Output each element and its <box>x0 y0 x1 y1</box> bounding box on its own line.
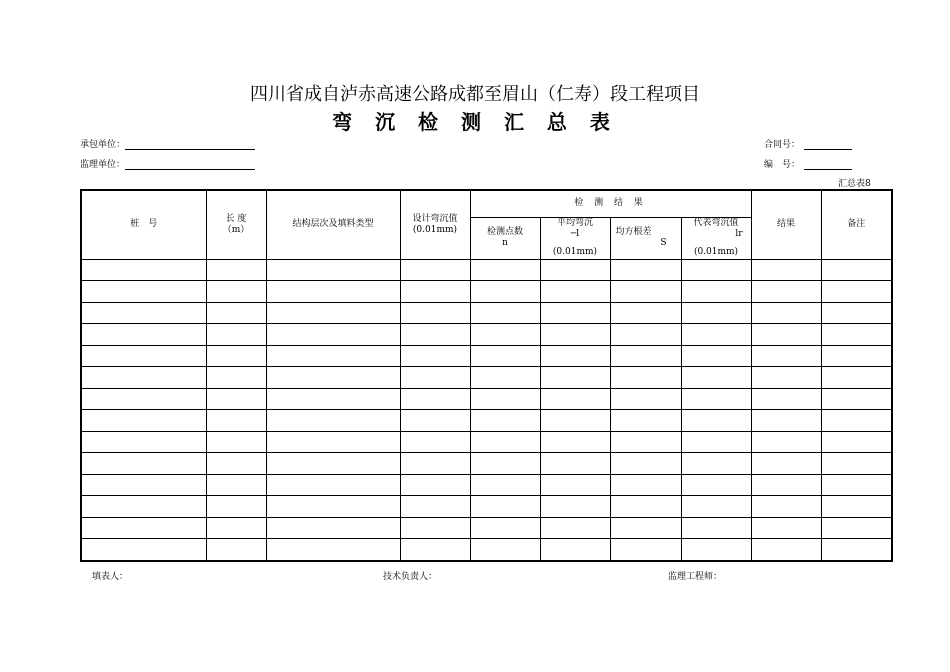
table-cell[interactable] <box>81 302 206 324</box>
table-cell[interactable] <box>400 453 470 475</box>
table-cell[interactable] <box>266 388 400 410</box>
table-row <box>81 345 892 367</box>
table-cell[interactable] <box>266 431 400 453</box>
table-cell[interactable] <box>540 431 610 453</box>
table-cell[interactable] <box>540 410 610 432</box>
table-cell[interactable] <box>821 474 892 496</box>
table-cell[interactable] <box>610 259 681 281</box>
header-remark-label: 备注 <box>847 219 866 230</box>
table-cell[interactable] <box>81 410 206 432</box>
table-cell[interactable] <box>610 474 681 496</box>
table-cell[interactable] <box>470 367 540 389</box>
table-cell[interactable] <box>266 302 400 324</box>
table-cell[interactable] <box>470 453 540 475</box>
table-cell[interactable] <box>81 388 206 410</box>
table-cell[interactable] <box>470 474 540 496</box>
table-cell[interactable] <box>400 367 470 389</box>
header-pile <box>81 190 206 259</box>
table-cell[interactable] <box>206 496 266 518</box>
header-design-unit: (0.01mm) <box>412 224 458 235</box>
table-cell[interactable] <box>610 345 681 367</box>
table-row <box>81 367 892 389</box>
table-cell[interactable] <box>681 517 751 539</box>
table-cell[interactable] <box>266 517 400 539</box>
table-cell[interactable] <box>751 259 821 281</box>
table-cell[interactable] <box>206 324 266 346</box>
table-cell[interactable] <box>751 367 821 389</box>
table-row <box>81 539 892 561</box>
table-row <box>81 281 892 303</box>
table-cell[interactable] <box>821 302 892 324</box>
table-cell[interactable] <box>266 453 400 475</box>
table-cell[interactable] <box>400 474 470 496</box>
table-cell[interactable] <box>266 410 400 432</box>
table-cell[interactable] <box>681 431 751 453</box>
table-cell[interactable] <box>206 474 266 496</box>
table-cell[interactable] <box>400 324 470 346</box>
table-cell[interactable] <box>540 324 610 346</box>
table-cell[interactable] <box>400 281 470 303</box>
header-length <box>206 190 266 259</box>
contractor-line[interactable] <box>125 139 255 150</box>
table-cell[interactable] <box>470 496 540 518</box>
header-std <box>610 217 681 259</box>
table-row <box>81 302 892 324</box>
supervisor-unit-line[interactable] <box>125 159 255 170</box>
header-remark <box>821 190 892 259</box>
table-cell[interactable] <box>266 496 400 518</box>
table-cell[interactable] <box>400 517 470 539</box>
table-cell[interactable] <box>470 410 540 432</box>
header-avg-label: 平均弯沉 <box>556 217 593 228</box>
table-cell[interactable] <box>681 388 751 410</box>
supervisor-unit-label: 监理单位： <box>80 160 126 170</box>
header-design-label: 设计弯沉值 <box>412 213 458 224</box>
header-structure <box>266 190 400 259</box>
table-cell[interactable] <box>540 367 610 389</box>
table-cell[interactable] <box>610 281 681 303</box>
table-cell[interactable] <box>681 453 751 475</box>
table-cell[interactable] <box>610 324 681 346</box>
table-row <box>81 517 892 539</box>
header-rep-label: 代表弯沉值 <box>693 217 739 228</box>
table-row <box>81 431 892 453</box>
table-cell[interactable] <box>470 539 540 561</box>
header-points <box>470 217 540 259</box>
table-cell[interactable] <box>540 259 610 281</box>
table-cell[interactable] <box>610 496 681 518</box>
table-cell[interactable] <box>751 496 821 518</box>
table-cell[interactable] <box>206 302 266 324</box>
header-length-unit: （m） <box>222 224 250 235</box>
table-cell[interactable] <box>470 259 540 281</box>
table-cell[interactable] <box>470 345 540 367</box>
footer-filler: 填表人： <box>92 572 129 582</box>
table-cell[interactable] <box>751 517 821 539</box>
table-cell[interactable] <box>751 410 821 432</box>
table-cell[interactable] <box>206 410 266 432</box>
table-cell[interactable] <box>470 324 540 346</box>
contractor-label: 承包单位： <box>80 140 126 150</box>
table-cell[interactable] <box>540 474 610 496</box>
table-cell[interactable] <box>81 281 206 303</box>
header-design <box>400 190 470 259</box>
header-length-label: 长 度 <box>225 213 247 224</box>
table-cell[interactable] <box>751 388 821 410</box>
table-cell[interactable] <box>266 324 400 346</box>
table-cell[interactable] <box>610 517 681 539</box>
table-row <box>81 324 892 346</box>
table-row <box>81 496 892 518</box>
table-cell[interactable] <box>540 281 610 303</box>
header-std-symbol: S <box>660 238 667 248</box>
table-cell[interactable] <box>400 345 470 367</box>
table-cell[interactable] <box>266 367 400 389</box>
table-cell[interactable] <box>400 431 470 453</box>
table-row <box>81 388 892 410</box>
table-cell[interactable] <box>540 496 610 518</box>
contract-no-field <box>764 137 852 150</box>
table-cell[interactable] <box>266 474 400 496</box>
table-row <box>81 259 892 281</box>
header-row-1 <box>81 190 892 217</box>
table-cell[interactable] <box>751 474 821 496</box>
table-cell[interactable] <box>751 539 821 561</box>
table-cell[interactable] <box>540 345 610 367</box>
table-cell[interactable] <box>266 345 400 367</box>
table-cell[interactable] <box>681 367 751 389</box>
header-points-symbol: n <box>502 238 508 248</box>
supervisor-unit-field <box>80 157 255 170</box>
header-avg-unit: (0.01mm) <box>552 246 598 257</box>
table-cell[interactable] <box>81 324 206 346</box>
table-cell[interactable] <box>681 324 751 346</box>
table-cell[interactable] <box>821 324 892 346</box>
table-cell[interactable] <box>206 517 266 539</box>
table-cell[interactable] <box>400 496 470 518</box>
table-cell[interactable] <box>821 388 892 410</box>
table-cell[interactable] <box>470 281 540 303</box>
table-cell[interactable] <box>540 388 610 410</box>
header-result-label: 结果 <box>777 219 796 230</box>
contract-no-label: 合同号： <box>764 140 801 150</box>
table-cell[interactable] <box>821 431 892 453</box>
table-cell[interactable] <box>610 410 681 432</box>
table-cell[interactable] <box>400 259 470 281</box>
table-cell[interactable] <box>681 474 751 496</box>
table-cell[interactable] <box>821 345 892 367</box>
table-cell[interactable] <box>81 367 206 389</box>
table-cell[interactable] <box>610 431 681 453</box>
table-cell[interactable] <box>266 281 400 303</box>
table-cell[interactable] <box>206 431 266 453</box>
table-cell[interactable] <box>81 431 206 453</box>
table-cell[interactable] <box>821 539 892 561</box>
table-cell[interactable] <box>206 388 266 410</box>
table-cell[interactable] <box>821 496 892 518</box>
table-cell[interactable] <box>206 281 266 303</box>
table-cell[interactable] <box>470 517 540 539</box>
header-rep-symbol: lr <box>735 228 743 239</box>
table-cell[interactable] <box>400 539 470 561</box>
serial-no-field <box>764 157 852 170</box>
table-cell[interactable] <box>81 345 206 367</box>
table-cell[interactable] <box>821 517 892 539</box>
table-cell[interactable] <box>266 539 400 561</box>
table-cell[interactable] <box>610 367 681 389</box>
header-std-label: 均方根差 <box>615 227 652 237</box>
deflection-summary-table <box>80 189 893 562</box>
table-cell[interactable] <box>400 302 470 324</box>
footer-supervisor: 监理工程师： <box>668 572 723 582</box>
table-cell[interactable] <box>681 302 751 324</box>
table-cell[interactable] <box>821 259 892 281</box>
table-cell[interactable] <box>751 345 821 367</box>
table-cell[interactable] <box>610 453 681 475</box>
table-cell[interactable] <box>470 431 540 453</box>
header-avg-symbol: ─l <box>570 228 580 239</box>
header-pile-label: 桩 号 <box>130 219 158 230</box>
table-cell[interactable] <box>681 259 751 281</box>
footer-tech-lead: 技术负责人： <box>383 572 438 582</box>
contract-no-line[interactable] <box>804 139 852 150</box>
table-cell[interactable] <box>751 324 821 346</box>
table-cell[interactable] <box>540 453 610 475</box>
table-cell[interactable] <box>821 453 892 475</box>
table-cell[interactable] <box>206 539 266 561</box>
header-structure-label: 结构层次及填料类型 <box>292 219 374 230</box>
table-cell[interactable] <box>540 517 610 539</box>
table-cell[interactable] <box>681 410 751 432</box>
table-cell[interactable] <box>540 302 610 324</box>
table-cell[interactable] <box>821 367 892 389</box>
header-avg <box>540 217 610 259</box>
form-title: 弯 沉 检 测 汇 总 表 <box>332 110 618 134</box>
table-row <box>81 474 892 496</box>
table-cell[interactable] <box>81 259 206 281</box>
table-cell[interactable] <box>610 388 681 410</box>
table-cell[interactable] <box>751 453 821 475</box>
table-cell[interactable] <box>681 345 751 367</box>
table-cell[interactable] <box>681 496 751 518</box>
table-cell[interactable] <box>610 539 681 561</box>
table-cell[interactable] <box>400 388 470 410</box>
table-cell[interactable] <box>206 259 266 281</box>
table-cell[interactable] <box>206 345 266 367</box>
serial-no-label: 编 号： <box>764 160 801 170</box>
table-row <box>81 410 892 432</box>
form-code: 汇总表8 <box>838 179 871 189</box>
table-cell[interactable] <box>206 367 266 389</box>
header-rep-unit: (0.01mm) <box>693 246 739 257</box>
table-cell[interactable] <box>610 302 681 324</box>
contractor-field <box>80 137 255 150</box>
table-row <box>81 453 892 475</box>
table-cell[interactable] <box>821 410 892 432</box>
table-cell[interactable] <box>751 281 821 303</box>
header-result <box>751 190 821 259</box>
header-points-label: 检测点数 <box>486 227 523 237</box>
table-cell[interactable] <box>400 410 470 432</box>
table-cell[interactable] <box>540 539 610 561</box>
table-cell[interactable] <box>81 496 206 518</box>
table-cell[interactable] <box>81 517 206 539</box>
table-cell[interactable] <box>81 474 206 496</box>
header-results-group: 检 测 结 果 <box>470 190 751 217</box>
table-cell[interactable] <box>681 281 751 303</box>
table-cell[interactable] <box>751 431 821 453</box>
table-cell[interactable] <box>751 302 821 324</box>
table-cell[interactable] <box>470 302 540 324</box>
table-cell[interactable] <box>266 259 400 281</box>
table-cell[interactable] <box>681 539 751 561</box>
table-cell[interactable] <box>81 539 206 561</box>
table-cell[interactable] <box>206 453 266 475</box>
table-cell[interactable] <box>821 281 892 303</box>
table-cell[interactable] <box>81 453 206 475</box>
project-title: 四川省成自泸赤高速公路成都至眉山（仁寿）段工程项目 <box>250 84 700 105</box>
header-rep <box>681 217 751 259</box>
table-cell[interactable] <box>470 388 540 410</box>
serial-no-line[interactable] <box>804 159 852 170</box>
